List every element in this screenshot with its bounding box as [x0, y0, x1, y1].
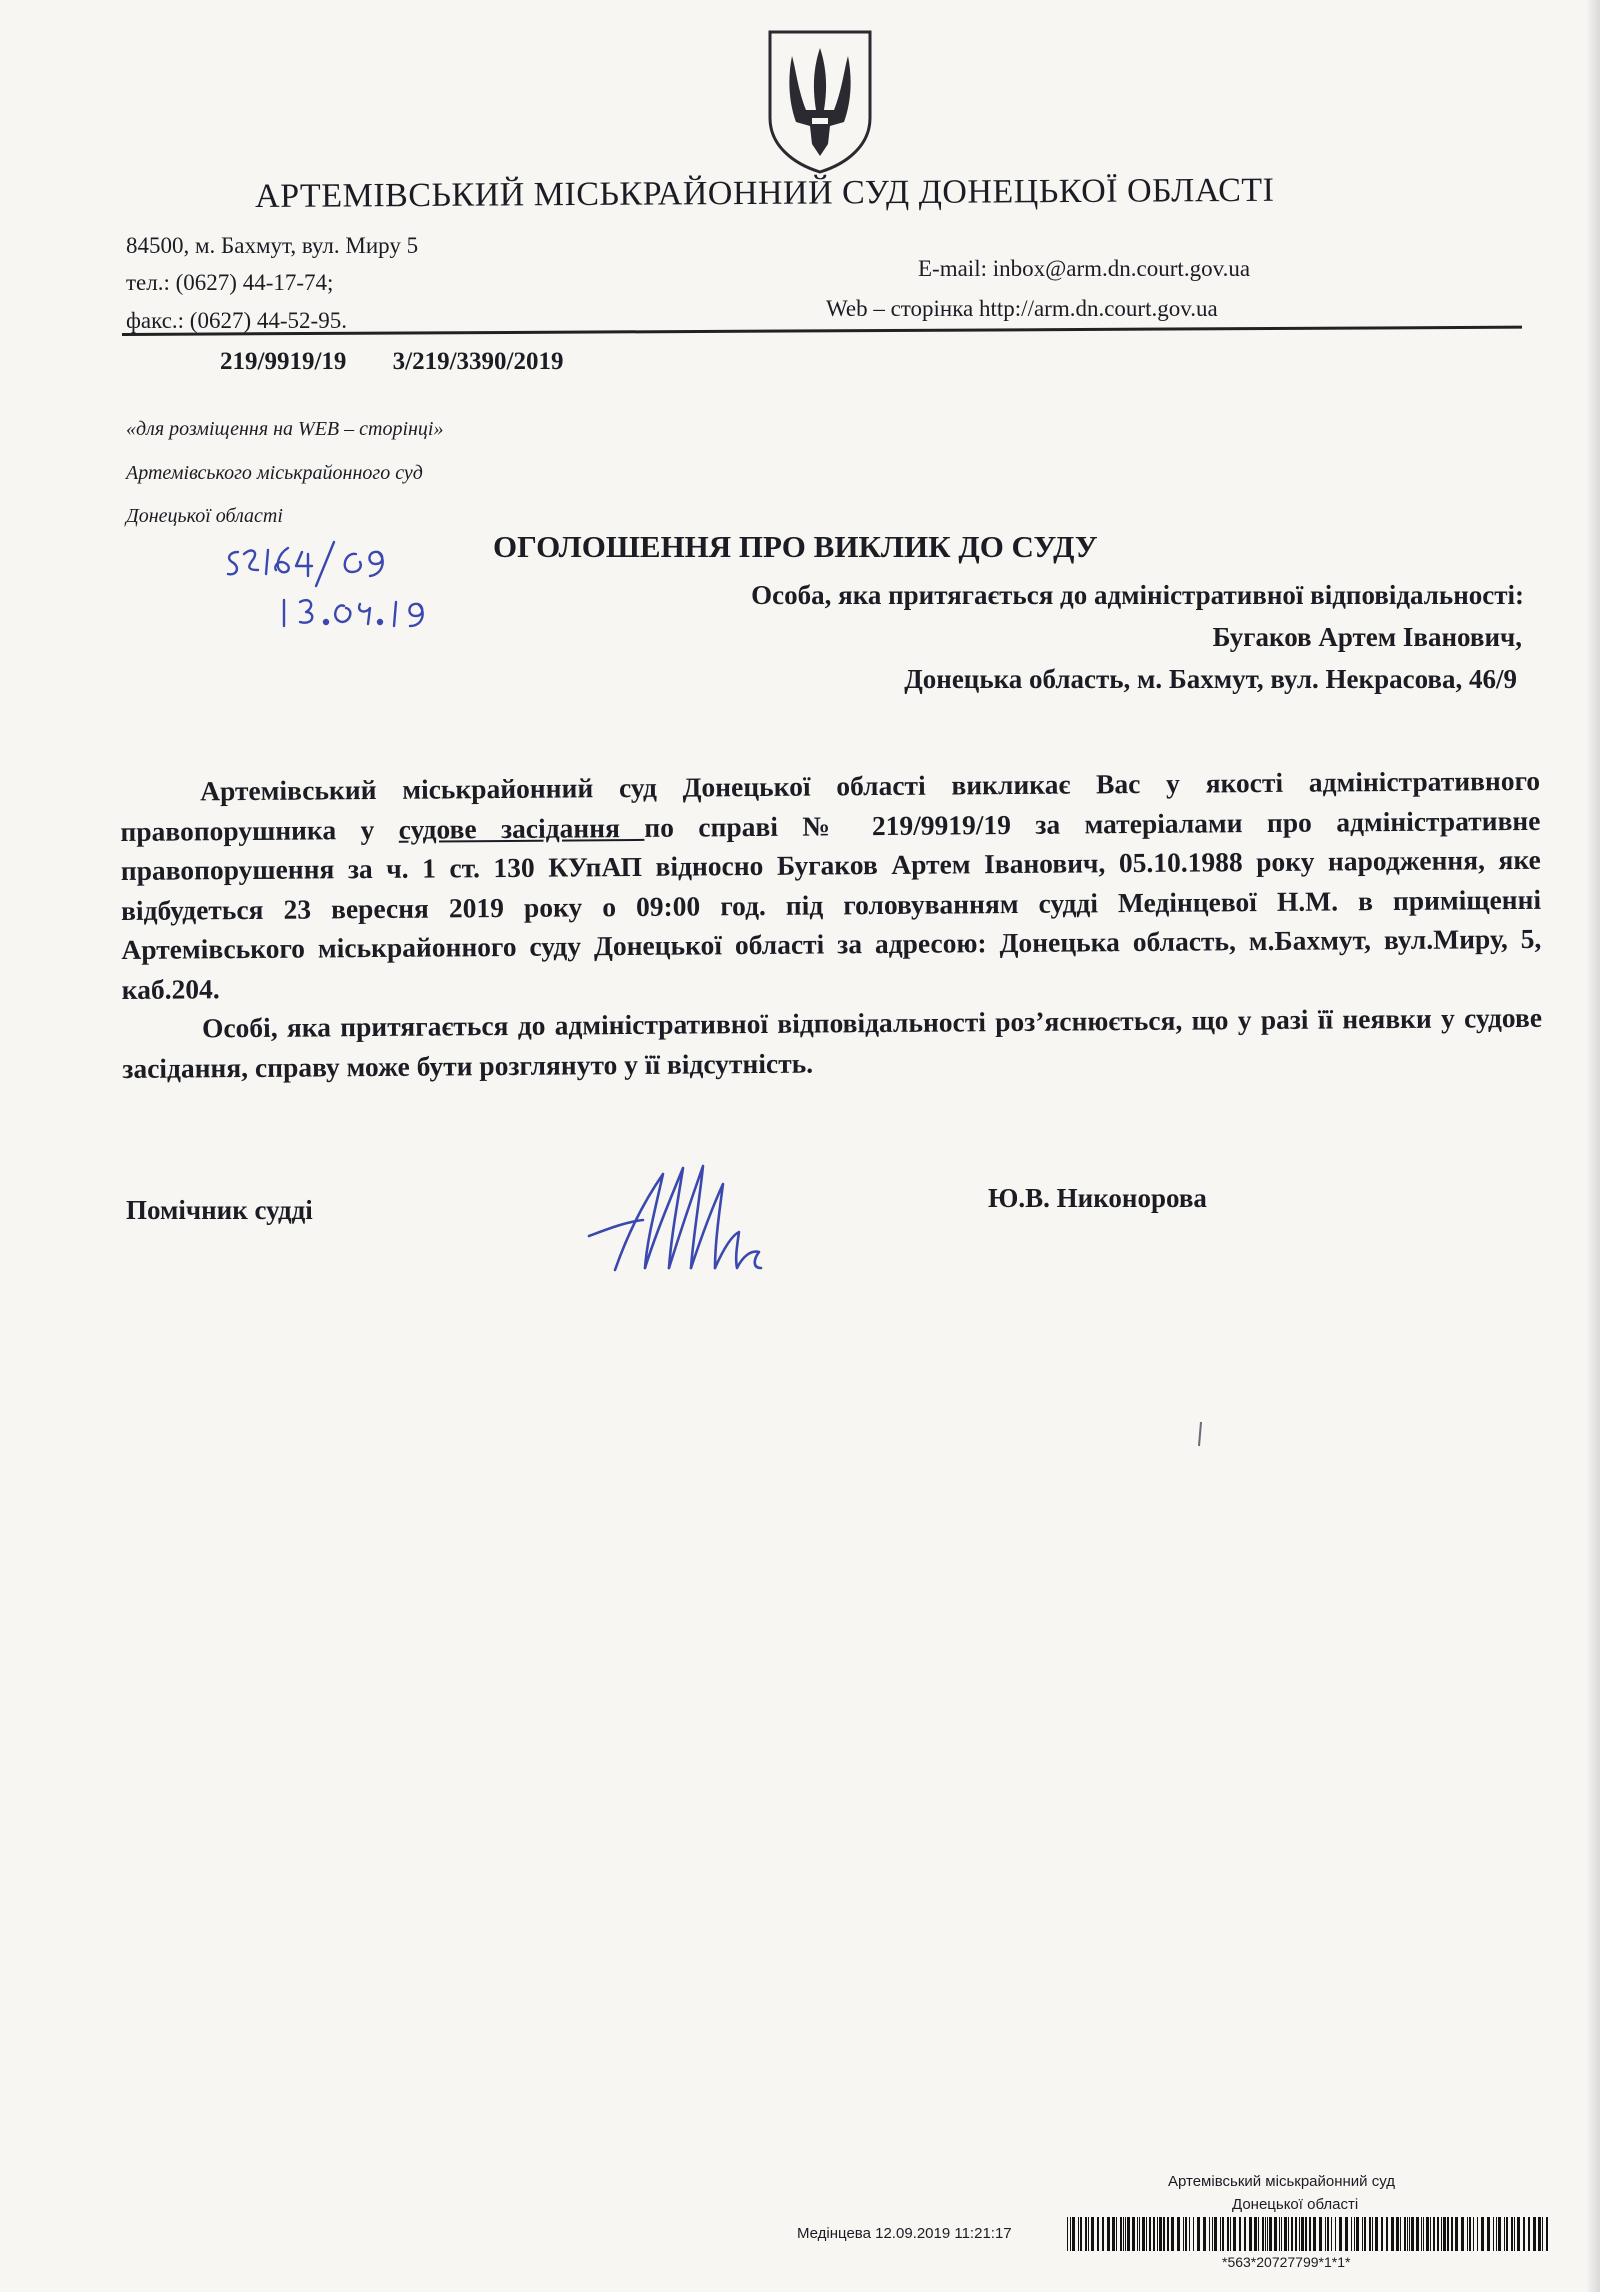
barcode-bar [1381, 2217, 1383, 2251]
barcode-bar [1239, 2217, 1241, 2251]
stamp-court-name: Артемівський міськрайонний суд [1168, 2173, 1395, 2190]
barcode-bar [1335, 2217, 1336, 2251]
barcode-bar [1171, 2217, 1174, 2251]
barcode-bar [1177, 2217, 1180, 2251]
barcode-bar [1433, 2217, 1435, 2251]
barcode-bar [1461, 2217, 1464, 2251]
barcode-bar [1467, 2217, 1468, 2251]
court-hearing-underlined: судове засідання [398, 811, 645, 845]
coat-of-arms-icon [762, 26, 878, 176]
barcode-bar [1538, 2217, 1541, 2251]
signer-role: Помічник судді [126, 1195, 313, 1225]
barcode-bar [1542, 2217, 1543, 2251]
barcode-bar [1325, 2217, 1326, 2251]
announcement-title: ОГОЛОШЕННЯ ПРО ВИКЛИК ДО СУДУ [493, 529, 1098, 564]
barcode-bar [1085, 2217, 1087, 2251]
barcode-bar [1123, 2217, 1124, 2251]
barcode-bar [1339, 2217, 1342, 2251]
barcode-bar [1437, 2217, 1439, 2251]
scan-edge-shadow [1586, 0, 1600, 2292]
barcode-bar [1511, 2217, 1513, 2251]
barcode-bar [1230, 2217, 1231, 2251]
scan-speck [1195, 1420, 1205, 1448]
barcode-bar [1327, 2217, 1329, 2251]
barcode-bar [1102, 2217, 1104, 2251]
announcement-body [120, 761, 1542, 1088]
body-paragraph: Особі, яка притягається до адміністративної відповідальності роз’яснюється, що у разі її неявки у судове засідання, справу може бути розглянуто у її відсутність. [122, 1001, 1543, 1084]
barcode-bar [1423, 2217, 1424, 2251]
barcode-bar [1295, 2217, 1297, 2251]
body-text-part: по справі № 219/9919/19 за матеріалами про адміністративне правопорушення за ч. 1 ст. 130 КУпАП відносно Бугаков Артем Іванович, 05.10.1988 року народження, яке відбудеться 23 вересня 2019 року о 09:00 год. під головуванням судді Медінцевої Н.М. в приміщенні Артемівського міськрайонного суду Донецької області за адресою: Донецька область, м.Бахмут, вул.Миру, 5, каб.204. [120, 804, 1542, 1005]
barcode-bar [1356, 2217, 1359, 2251]
barcode-bar [1233, 2217, 1236, 2251]
addressee-name: Бугаков Артем Іванович, [1212, 622, 1522, 652]
barcode-bar [1078, 2217, 1079, 2251]
court-address: 84500, м. Бахмут, вул. Миру 5 [126, 233, 419, 258]
barcode-bar [1447, 2217, 1449, 2251]
barcode-bar [1301, 2217, 1304, 2251]
barcode-bar [1072, 2217, 1075, 2251]
barcode-bar [1386, 2217, 1388, 2251]
barcode-bar [1455, 2217, 1458, 2251]
barcode-bar [1400, 2217, 1401, 2251]
barcode-bar [1313, 2217, 1316, 2251]
barcode-bar [1149, 2217, 1151, 2251]
barcode-bar [1153, 2217, 1155, 2251]
barcode [1067, 2217, 1550, 2251]
barcode-bar [1167, 2217, 1169, 2251]
addressee-address: Донецька область, м. Бахмут, вул. Некрасова, 46/9 [904, 664, 1517, 694]
barcode-bar [1284, 2217, 1287, 2251]
barcode-bar [1416, 2217, 1419, 2251]
barcode-bar [1441, 2217, 1442, 2251]
barcode-bar [1354, 2217, 1355, 2251]
barcode-bar [1080, 2217, 1082, 2251]
barcode-bar [1209, 2217, 1210, 2251]
barcode-bar [1498, 2217, 1501, 2251]
barcode-bar [1469, 2217, 1471, 2251]
barcode-bar [1274, 2217, 1277, 2251]
barcode-bar [1496, 2217, 1497, 2251]
body-text-part: Артемівський міськрайонний суд Донецької області викликає Вас у якості адміністративного правопорушника у [120, 764, 1541, 847]
barcode-bar [1244, 2217, 1246, 2251]
barcode-bar [1212, 2217, 1213, 2251]
addressee-label: Особа, яка притягається до адміністративної відповідальності: [751, 580, 1524, 610]
barcode-bar [1309, 2217, 1311, 2251]
barcode-bar [1220, 2217, 1221, 2251]
barcode-bar [1430, 2217, 1431, 2251]
barcode-bar [1345, 2217, 1348, 2251]
barcode-bar [1481, 2217, 1484, 2251]
barcode-bar [1514, 2217, 1515, 2251]
barcode-bar [1214, 2217, 1217, 2251]
barcode-bar [1183, 2217, 1184, 2251]
signer-name: Ю.В. Никонорова [988, 1183, 1207, 1213]
barcode-bar [1407, 2217, 1408, 2251]
case-number-admin: 3/219/3390/2019 [392, 348, 564, 375]
barcode-bar [1258, 2217, 1259, 2251]
barcode-bar [1203, 2217, 1206, 2251]
barcode-bar [1506, 2217, 1508, 2251]
body-paragraph [120, 761, 1542, 1009]
barcode-bar [1139, 2217, 1140, 2251]
barcode-bar [1107, 2217, 1110, 2251]
barcode-bar [1193, 2217, 1194, 2251]
court-phone: тел.: (0627) 44-17-74; [126, 270, 334, 295]
barcode-bar [1137, 2217, 1138, 2251]
barcode-bar [1331, 2217, 1332, 2251]
web-note-line: Артемівського міськрайонного суд [126, 462, 423, 484]
barcode-bar [1159, 2217, 1162, 2251]
barcode-bar [1132, 2217, 1135, 2251]
barcode-bar [1404, 2217, 1406, 2251]
barcode-bar [1157, 2217, 1158, 2251]
barcode-bar [1421, 2217, 1422, 2251]
barcode-bar [1281, 2217, 1282, 2251]
barcode-bar [1070, 2217, 1071, 2251]
barcode-bar [1265, 2217, 1266, 2251]
barcode-bar [1091, 2217, 1094, 2251]
court-fax: факс.: (0627) 44-52-95. [126, 308, 347, 333]
case-numbers [220, 348, 564, 376]
barcode-bar [1372, 2217, 1373, 2251]
court-title: АРТЕМІВСЬКИЙ МІСЬКРАЙОННИЙ СУД ДОНЕЦЬКОЇ ОБЛАСТІ [255, 171, 1275, 215]
barcode-bar [1067, 2217, 1068, 2251]
barcode-bar [1396, 2217, 1399, 2251]
barcode-bar [1362, 2217, 1363, 2251]
barcode-bar [1504, 2217, 1505, 2251]
barcode-bar [1473, 2217, 1474, 2251]
barcode-bar [1409, 2217, 1410, 2251]
web-note-line: Донецької області [126, 505, 283, 527]
barcode-bar [1305, 2217, 1307, 2251]
case-number-civil: 219/9919/19 [220, 348, 347, 375]
barcode-bar [1546, 2217, 1548, 2251]
barcode-bar [1125, 2217, 1126, 2251]
barcode-bar [1528, 2217, 1530, 2251]
barcode-bar [1351, 2217, 1352, 2251]
barcode-bar [1088, 2217, 1089, 2251]
barcode-bar [1267, 2217, 1268, 2251]
barcode-bar [1364, 2217, 1366, 2251]
barcode-bar [1269, 2217, 1272, 2251]
barcode-bar [1185, 2217, 1187, 2251]
barcode-bar [1146, 2217, 1147, 2251]
barcode-text: *563*20727799*1*1* [1222, 2254, 1351, 2270]
barcode-bar [1116, 2217, 1117, 2251]
barcode-bar [1477, 2217, 1478, 2251]
barcode-bar [1443, 2217, 1446, 2251]
barcode-bar [1163, 2217, 1165, 2251]
barcode-bar [1120, 2217, 1122, 2251]
barcode-bar [1411, 2217, 1414, 2251]
barcode-bar [1142, 2217, 1145, 2251]
barcode-bar [1222, 2217, 1224, 2251]
stamp-court-region: Донецької області [1232, 2196, 1359, 2213]
handwritten-signature [585, 1140, 795, 1280]
handwritten-registration-mark [210, 530, 440, 635]
barcode-bar [1291, 2217, 1293, 2251]
barcode-bar [1391, 2217, 1394, 2251]
barcode-bar [1097, 2217, 1099, 2251]
barcode-bar [1375, 2217, 1378, 2251]
barcode-bar [1227, 2217, 1229, 2251]
barcode-bar [1493, 2217, 1494, 2251]
barcode-bar [1254, 2217, 1257, 2251]
barcode-bar [1369, 2217, 1371, 2251]
barcode-bar [1299, 2217, 1300, 2251]
web-note-line: «для розміщення на WEB – сторінці» [126, 418, 444, 440]
barcode-bar [1249, 2217, 1252, 2251]
barcode-bar [1319, 2217, 1322, 2251]
barcode-bar [1517, 2217, 1520, 2251]
barcode-bar [1533, 2217, 1536, 2251]
barcode-bar [1426, 2217, 1429, 2251]
barcode-bar [1487, 2217, 1490, 2251]
barcode-bar [1262, 2217, 1264, 2251]
court-website: Web – сторінка http://arm.dn.court.gov.ua [826, 296, 1218, 321]
barcode-bar [1197, 2217, 1200, 2251]
barcode-bar [1189, 2217, 1190, 2251]
barcode-bar [1279, 2217, 1280, 2251]
barcode-bar [1288, 2217, 1289, 2251]
barcode-bar [1451, 2217, 1453, 2251]
barcode-bar [1127, 2217, 1130, 2251]
barcode-bar [1523, 2217, 1525, 2251]
registration-info: Медінцева 12.09.2019 11:21:17 [797, 2225, 1012, 2242]
barcode-bar [1112, 2217, 1115, 2251]
court-email: E-mail: inbox@arm.dn.court.gov.ua [918, 256, 1251, 281]
